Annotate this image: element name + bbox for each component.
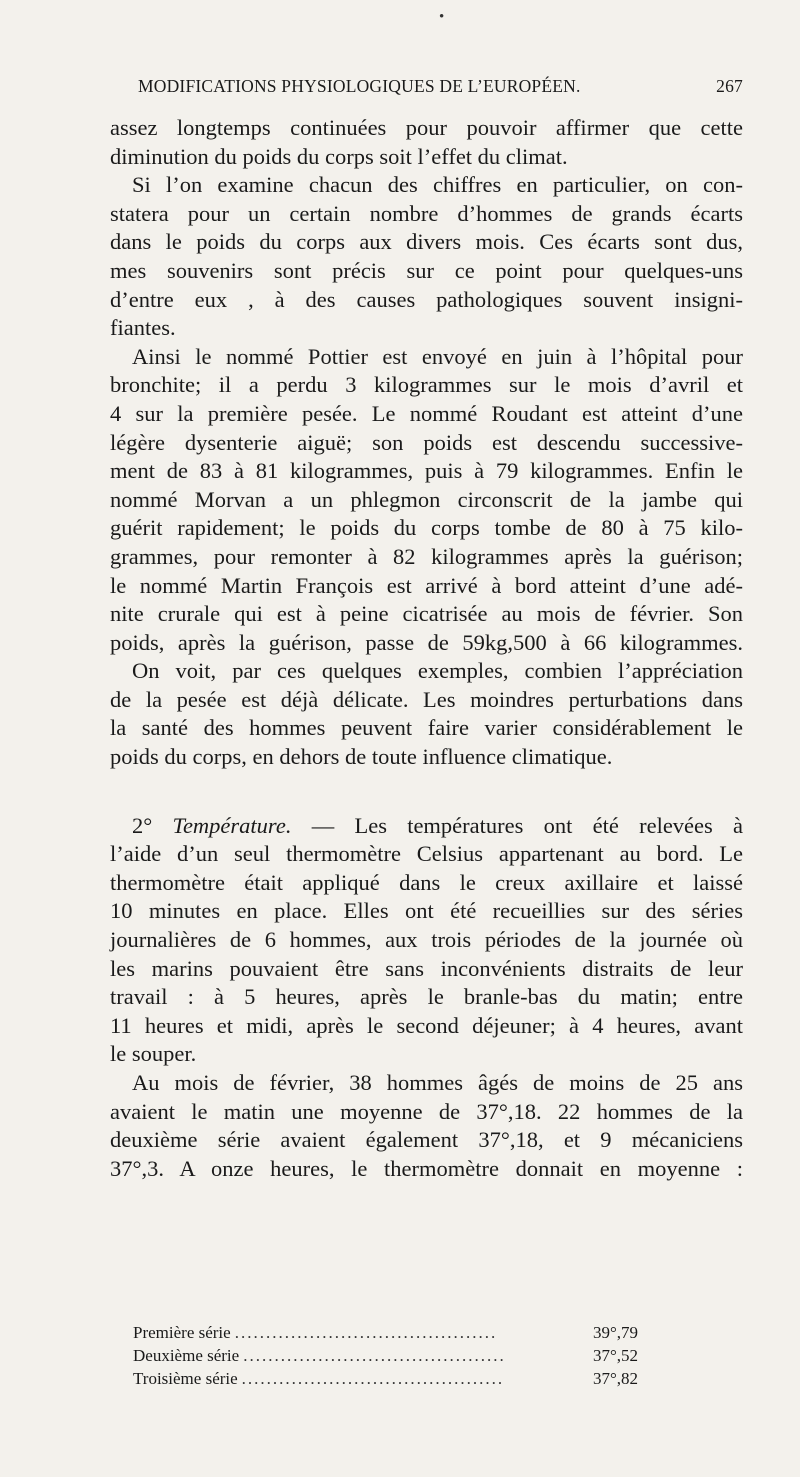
text-line: thermomètre était appliqué dans le creux axillaire et laissé: [110, 869, 743, 895]
text-line: 11 heures et midi, après le second déjeuner; à 4 heures, avant: [110, 1012, 743, 1038]
row-value: 37°,52: [592, 1346, 638, 1365]
text-line: deuxième série avaient également 37°,18, et 9 mécaniciens: [110, 1127, 743, 1153]
text-line: 4 sur la première pesée. Le nommé Roudant est atteint d’une: [110, 400, 743, 426]
text-line: ment de 83 à 81 kilogrammes, puis à 79 kilogrammes. Enfin le: [110, 458, 743, 484]
text-line: Si l’on examine chacun des chiffres en particulier, on con-: [132, 172, 743, 198]
row-label: Troisième série: [133, 1369, 238, 1388]
text-line: d’entre eux , à des causes pathologiques souvent insigni-: [110, 286, 743, 312]
text-line: la santé des hommes peuvent faire varier considérablement le: [110, 715, 743, 741]
page-number: 267: [716, 76, 743, 96]
dot-leader: ..........................................: [243, 1346, 506, 1365]
text-line: Ainsi le nommé Pottier est envoyé en juin à l’hôpital pour: [132, 343, 743, 369]
text-line: l’aide d’un seul thermomètre Celsius appartenant au bord. Le: [110, 841, 743, 867]
dot-leader: ..........................................: [241, 1369, 505, 1388]
dot-leader: ..........................................: [234, 1323, 498, 1342]
text-line: le nommé Martin François est arrivé à bord atteint d’une adé-: [110, 572, 743, 598]
row-label: Première série: [133, 1323, 231, 1342]
row-label: Deuxième série: [133, 1346, 240, 1365]
text-line: On voit, par ces quelques exemples, combien l’appréciation: [132, 658, 743, 684]
section-heading-line: [110, 812, 743, 841]
text-line: Au mois de février, 38 hommes âgés de moins de 25 ans: [132, 1070, 743, 1095]
text-line: assez longtemps continuées pour pouvoir affirmer que cette: [110, 115, 743, 140]
table-row: [133, 1321, 638, 1344]
text-line: de la pesée est déjà délicate. Les moindres perturbations dans: [110, 686, 743, 712]
text-line: le souper.: [110, 1041, 197, 1067]
text-line: bronchite; il a perdu 3 kilogrammes sur le mois d’avril et: [110, 372, 743, 398]
text-line: journalières de 6 hommes, aux trois périodes de la journée où: [110, 927, 743, 953]
table-row: [133, 1367, 638, 1390]
text-line: mes souvenirs sont précis sur ce point pour quelques-uns: [110, 257, 743, 283]
text-line: nommé Morvan a un phlegmon circonscrit de la jambe qui: [110, 486, 743, 512]
text-line: guérit rapidement; le poids du corps tombe de 80 à 75 kilo-: [110, 515, 743, 541]
temperature-table: [133, 1321, 638, 1390]
text-line: poids, après la guérison, passe de 59kg,500 à 66 kilogrammes.: [110, 629, 743, 655]
text-line: fiantes.: [110, 315, 176, 341]
text-line: poids du corps, en dehors de toute influence climatique.: [110, 744, 613, 770]
running-title: MODIFICATIONS PHYSIOLOGIQUES DE L’EUROPÉEN.: [138, 76, 581, 96]
text-line: nite crurale qui est à peine cicatrisée au mois de février. Son: [110, 601, 743, 627]
section-spacer: [110, 772, 743, 812]
text-line: travail : à 5 heures, après le branle-bas du matin; entre: [110, 984, 743, 1010]
text-line: 10 minutes en place. Elles ont été recueillies sur des séries: [110, 898, 743, 924]
section-heading: Température.: [172, 812, 292, 838]
text-line: avaient le matin une moyenne de 37°,18. 22 hommes de la: [110, 1098, 743, 1124]
text-line: diminution du poids du corps soit l’effet du climat.: [110, 143, 568, 169]
text-line: statera pour un certain nombre d’hommes de grands écarts: [110, 200, 743, 226]
text-line: — Les températures ont été relevées à: [311, 812, 744, 838]
row-value: 39°,79: [592, 1323, 638, 1342]
text-line: légère dysenterie aiguë; son poids est descendu successive-: [110, 429, 743, 455]
text-line: 37°,3. A onze heures, le thermomètre donnait en moyenne :: [110, 1155, 743, 1181]
text-line: grammes, pour remonter à 82 kilogrammes après la guérison;: [110, 543, 743, 569]
page-body: [110, 114, 743, 1183]
row-value: 37°,82: [592, 1369, 638, 1388]
table-row: [133, 1344, 638, 1367]
top-mark: •: [439, 9, 445, 25]
text-line: les marins pouvaient être sans inconvénients distraits de leur: [110, 955, 743, 981]
section-number: 2°: [132, 812, 153, 838]
text-line: dans le poids du corps aux divers mois. Ces écarts sont dus,: [110, 229, 743, 255]
